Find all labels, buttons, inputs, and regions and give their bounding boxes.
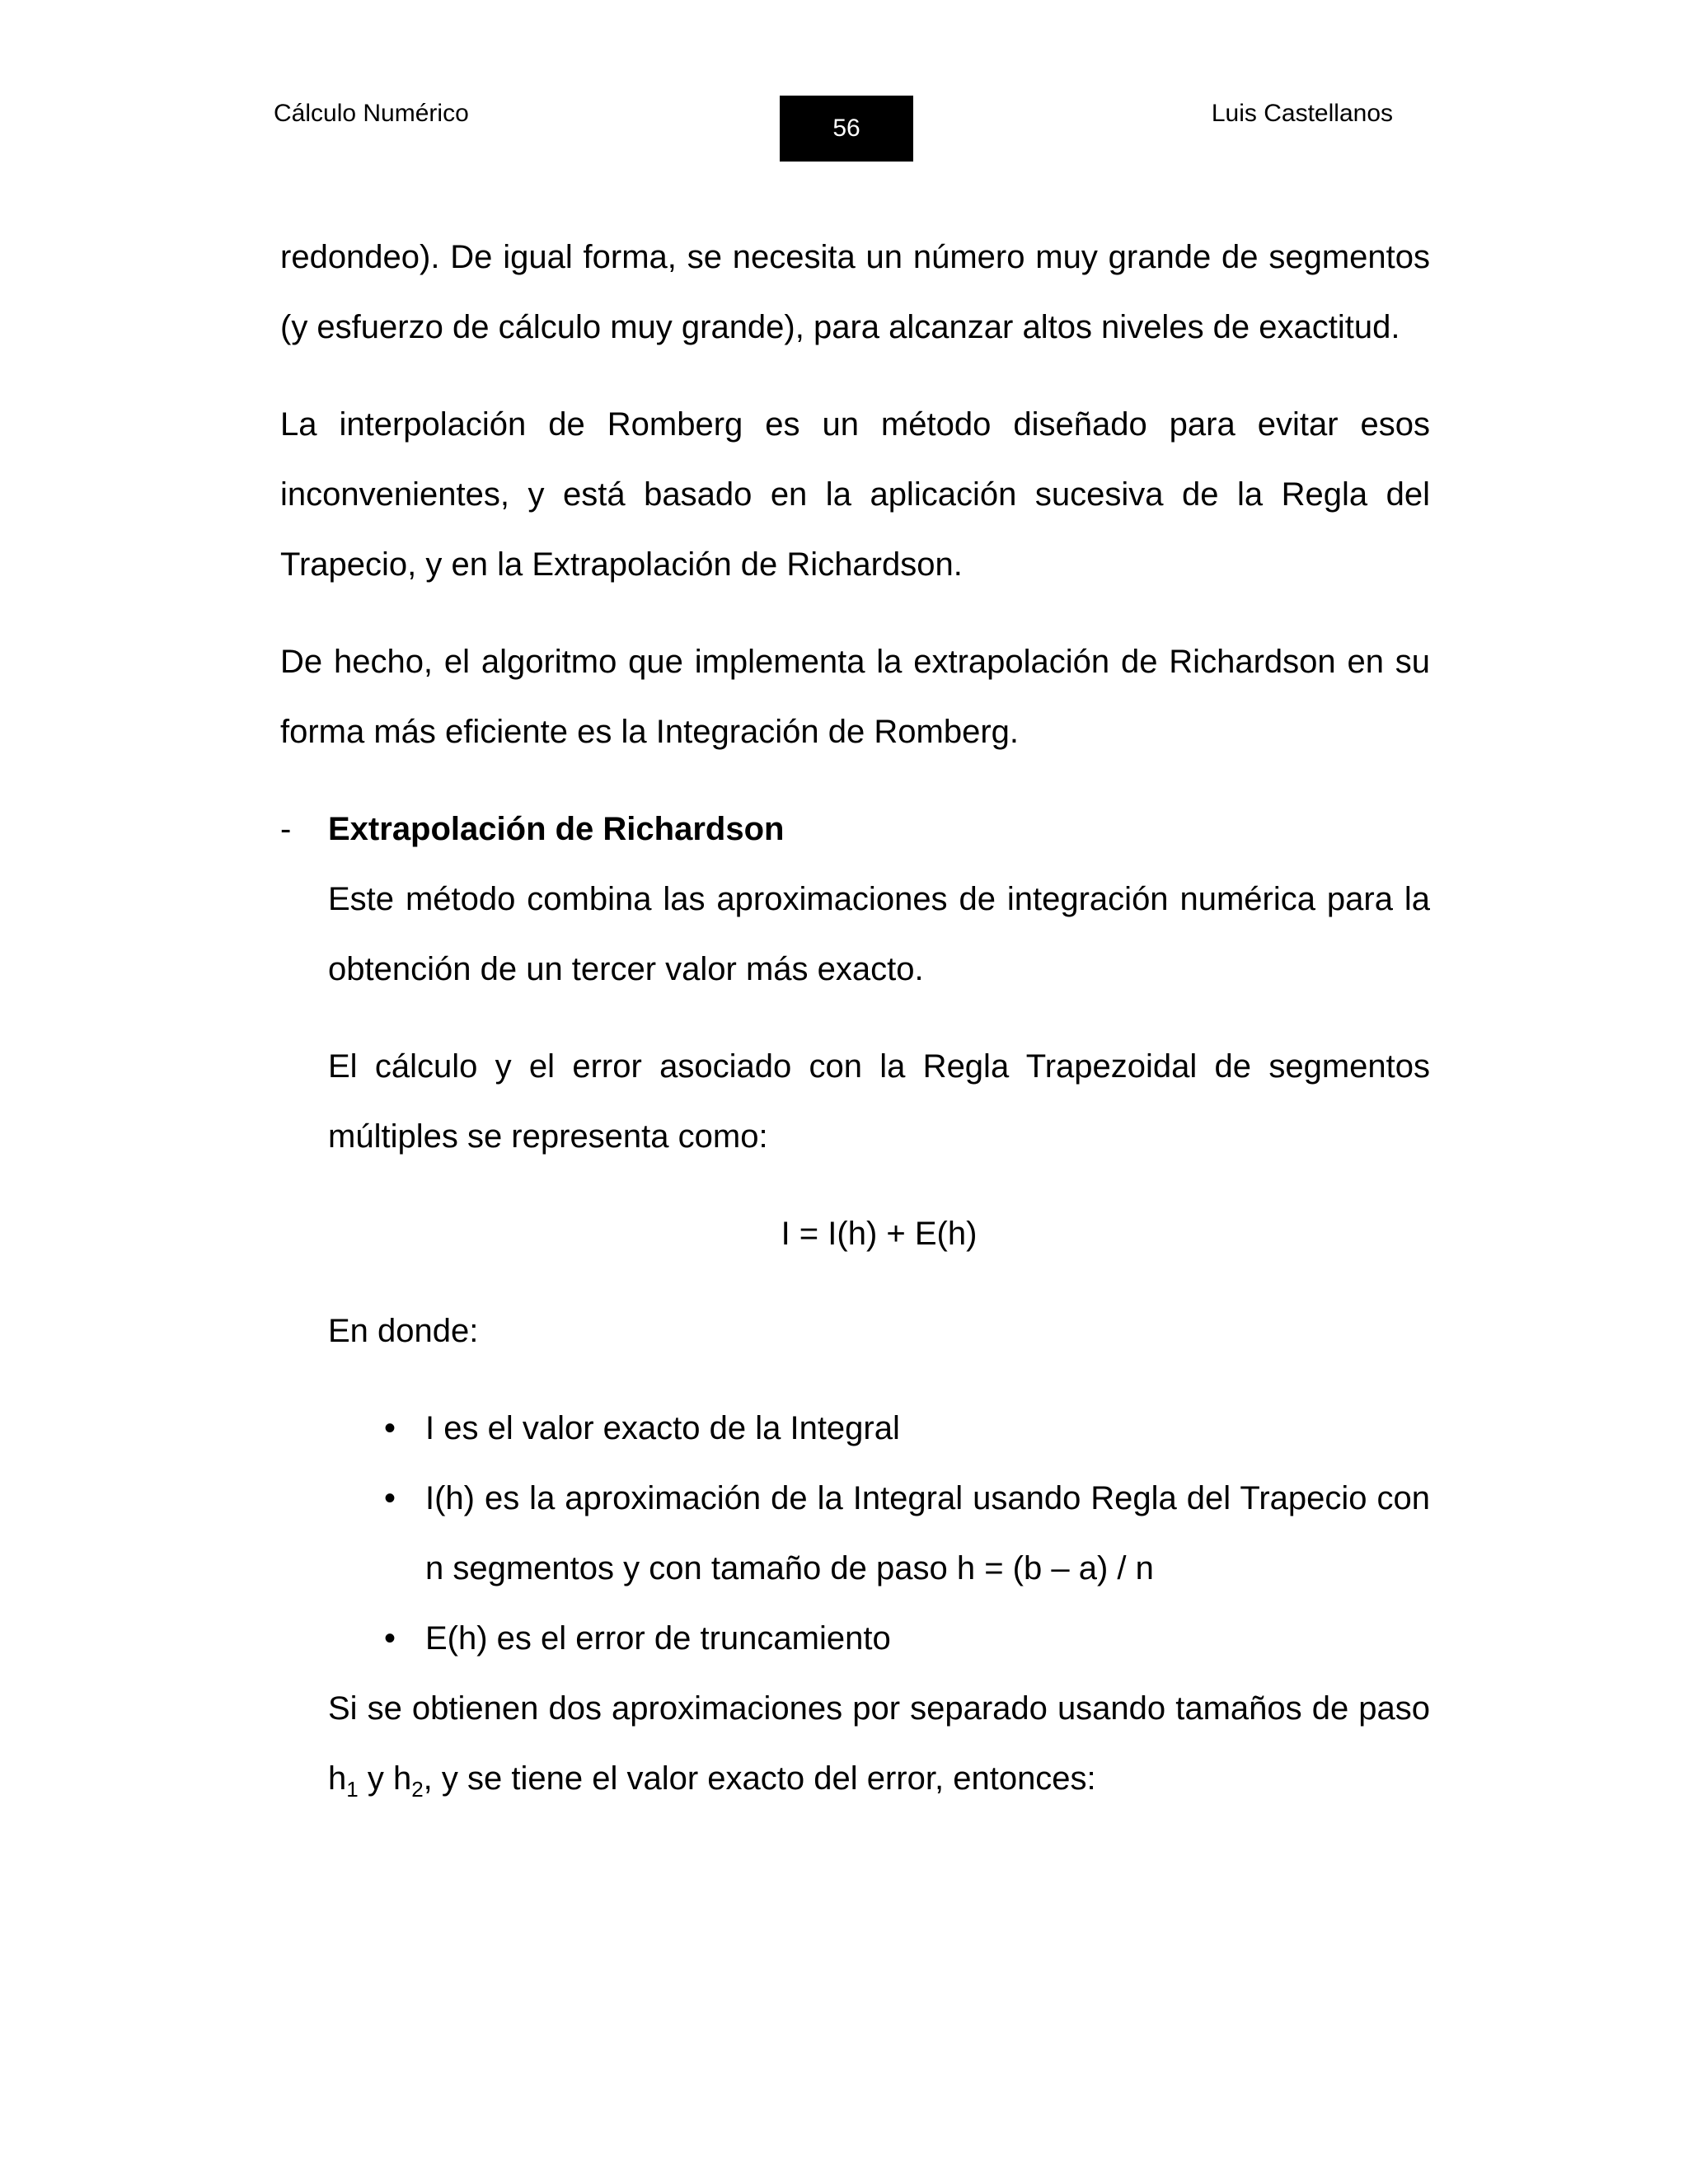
page-number: 56 bbox=[832, 115, 860, 142]
bullet-icon: • bbox=[384, 1620, 396, 1657]
paragraph-1: redondeo). De igual forma, se necesita un número muy grande de segmentos (y esfuerzo de cálculo muy grande), para alcanzar altos niveles de exactitud. bbox=[280, 239, 1430, 345]
bullet-icon: • bbox=[384, 1410, 396, 1446]
list-item bbox=[328, 1464, 1430, 1604]
subscript-2: 2 bbox=[411, 1777, 424, 1802]
section-body bbox=[328, 865, 1430, 1814]
formula: I = I(h) + E(h) bbox=[781, 1216, 978, 1252]
list-item-text: E(h) es el error de truncamiento bbox=[425, 1620, 891, 1657]
paragraph-2: La interpolación de Romberg es un método diseñado para evitar esos inconvenientes, y está basado en la aplicación sucesiva de la Regla del Trapecio, y en la Extrapolación de Richardson. bbox=[280, 406, 1430, 583]
where-label: En donde: bbox=[328, 1313, 479, 1349]
list-item-text: I(h) es la aproximación de la Integral usando Regla del Trapecio con n segmentos y con tamaño de paso h = (b – a) / n bbox=[425, 1480, 1430, 1586]
page-number-box bbox=[780, 96, 913, 162]
list-item bbox=[328, 1604, 1430, 1674]
section-paragraph-2: El cálculo y el error asociado con la Regla Trapezoidal de segmentos múltiples se representa como: bbox=[328, 1048, 1430, 1155]
header-title: Cálculo Numérico bbox=[274, 100, 469, 127]
section-title: Extrapolación de Richardson bbox=[328, 811, 785, 847]
final-text-mid: y h bbox=[358, 1760, 412, 1797]
final-paragraph bbox=[328, 1674, 1430, 1814]
heading-dash: - bbox=[280, 811, 292, 847]
list-item-text: I es el valor exacto de la Integral bbox=[425, 1410, 900, 1446]
final-text-after: , y se tiene el valor exacto del error, entonces: bbox=[423, 1760, 1096, 1797]
paragraph-3: De hecho, el algoritmo que implementa la extrapolación de Richardson en su forma más eficiente es la Integración de Romberg. bbox=[280, 644, 1430, 750]
section-paragraph-1: Este método combina las aproximaciones de integración numérica para la obtención de un tercer valor más exacto. bbox=[328, 881, 1430, 987]
header-author: Luis Castellanos bbox=[1211, 100, 1393, 127]
definition-list bbox=[328, 1394, 1430, 1674]
list-item bbox=[328, 1394, 1430, 1464]
subscript-1: 1 bbox=[346, 1777, 359, 1802]
final-text-before: Si se obtienen dos aproximaciones por separado usando tamaños de paso h bbox=[328, 1690, 1430, 1797]
section-heading bbox=[280, 794, 1430, 865]
page-content bbox=[280, 223, 1430, 1814]
bullet-icon: • bbox=[384, 1480, 396, 1516]
